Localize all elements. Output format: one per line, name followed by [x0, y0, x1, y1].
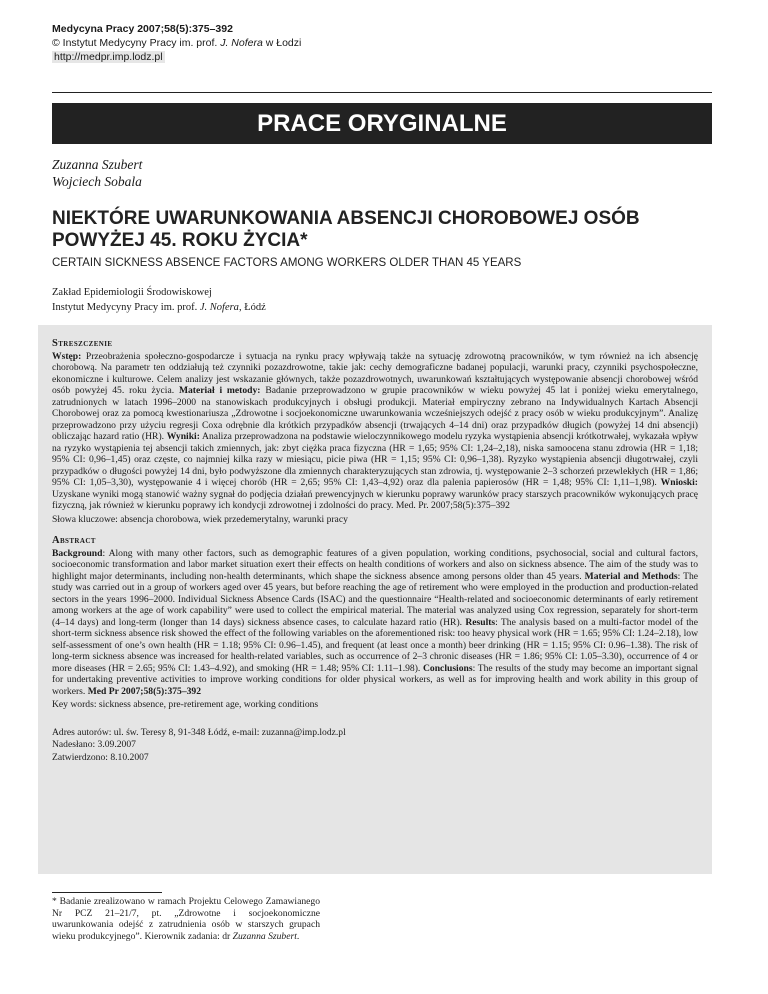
streszczenie-text: Wstęp: Przeobrażenia społeczno-gospodarcze i sytuacja na rynku pracy wpływają także na sytuację zdrowotną pracowników, w tym również na ich absencję chorobową. Na parametr ten oddziałują też czynniki pozazdrowotne, takie jak: cechy demograficzne badanej populacji, warunki pracy, czynniki psychospołeczne, ekonomiczne i kulturowe. Celem analizy jest wskazanie głównych, także pozazdrowotnych, uwarunkowań kształtujących występowanie absencji chorobowej wśród osób powyżej 45. roku życia. Materiał i metody: Badanie przeprowadzono w grupie pracowników w wieku powyżej 45 lat i poniżej wieku emerytalnego, zatrudnionych w latach 1996–2000 na stanowiskach produkcyjnych i obsługi produkcji. Materiał empiryczny zebrano na Indywidualnych Kartach Absencji Chorobowej oraz za pomocą kwestionariusza „Zdrowotne i socjoekonomiczne uwarunkowania wcześniejszych odejść z pracy osób w wieku produkcyjnym”. Analizę przeprowadzono przy użyciu regresji Coxa odrębnie dla krótkich przypadków absencji (trwających 4–14 dni) oraz przypadków długich (powyżej 14 dni absencji) obliczając hazard ratio (HR). Wyniki: Analiza przeprowadzona na podstawie wieloczynnikowego modelu ryzyka wystąpienia absencji krótkotrwałej, wykazała wpływ na ryzyko wystąpienia tej absencji takich zmiennych, jak: zbyt ciężka praca fizyczna (HR = 1,65; 95% CI: 1,24–2,18), niska samoocena stanu zdrowia (HR = 1,18; 95% CI: 0,96–1,45) oraz częste, co najmniej kilka razy w miesiącu, picie piwa (HR = 1,15; 95% CI: 0,96–1,38). Ryzyko wystąpienia absencji długotrwałej, czyli przypadków o długości powyżej 14 dni, było podwyższone dla zmiennych charakteryzujących stan zdrowia, tj. występowanie 2–3 schorzeń przewlekłych (HR = 1,86; 95% CI: 1,05–3,30), występowanie 4 i więcej chorób (HR = 2,65; 95% CI: 1,43–4,92) oraz dla palenia papierosów (HR = 1,48; 95% CI: 1,11–1,98). Wnioski: Uzyskane wyniki mogą stanowić ważny sygnał do podjęcia działań prewencyjnych w kierunku poprawy warunków pracy starszych pracowników wykonujących pracę fizyczną, jak również w kierunku poprawy ich kondycji zdrowotnej i zdolności do pracy. Med. Pr. 2007;58(5):375–392 [52, 350, 698, 511]
key-words: Key words: sickness absence, pre-retirement age, working conditions [52, 699, 319, 710]
affiliation: Zakład Epidemiologii Środowiskowej Instytut Medycyny Pracy im. prof. J. Nofera, Łódź [52, 287, 266, 313]
contact-info [52, 727, 698, 765]
footnote-rule [52, 892, 162, 893]
header-rule [52, 92, 712, 93]
accepted-date: Zatwierdzono: 8.10.2007 [52, 751, 149, 763]
streszczenie-heading: Streszczenie [52, 338, 113, 349]
abstract-heading: Abstract [52, 535, 96, 546]
author-address: Adres autorów: ul. św. Teresy 8, 91-348 Łódź, e-mail: zuzanna@imp.lodz.pl [52, 726, 346, 738]
journal-citation: Medycyna Pracy 2007;58(5):375–392 [52, 23, 233, 35]
footnote: * Badanie zrealizowano w ramach Projektu Celowego Zamawianego Nr PCZ 21–21/7, pt. „Zdrowotne i socjoekonomiczne uwarunkowania odejść z zatrudnienia osób w starszych grupach wieku produkcyjnego”. Kierownik zadania: dr Zuzanna Szubert. [52, 896, 320, 942]
author-list [52, 156, 142, 190]
article-title-polish: NIEKTÓRE UWARUNKOWANIA ABSENCJI CHOROBOWEJ OSÓB POWYŻEJ 45. ROKU ŻYCIA* [52, 208, 640, 251]
author-name: Zuzanna Szubert [52, 157, 143, 172]
abstract-box [38, 325, 712, 874]
section-banner: PRACE ORYGINALNE [52, 103, 712, 144]
abstract-text: Background: Along with many other factors, such as demographic features of a given population, working conditions, psychosocial, social and cultural factors, socioeconomic transformation and labor market situation exert their effects on health conditions of workers and also on sickness absence. The aim of the study was to highlight major determinants, including non-health determinants, which shape the sickness absence among persons older than 45 years. Material and Methods: The study was carried out in a group of workers aged over 45 years, but before reaching the age of retirement who were employed in the production and production-related sectors in the years 1996–2000. Individual Sickness Absence Cards (ISAC) and the questionnaire “Health-related and socioeconomic determinants of early retirement among workers at the age of work capability” were used to collect the empirical material. The material was analyzed using Cox regression, separately for short-term (4–14 days) and long-term (longer than 14 days) sickness absence cases, to calculate hazard ratio (HR). Results: The analysis based on a multi-factor model of the short-term sickness absence risk showed the effect of the following variables on the aforementioned risk: too heavy physical work (HR = 1.65; 95% CI: 1.24–2.18), low self-assessment of one’s own health (HR = 1.18; 95% CI: 0.96–1.45), and frequent (at least once a month) beer drinking (HR = 1.15; 95% CI: 0.96–1.38). The risk of long-term sickness absence was increased for health-related variables, such as occurrence of 2–3 chronic diseases (HR = 1.86; 95% CI: 1.05–3.30), occurrence of 4 or more diseases (HR = 2.65; 95% CI: 1.43–4.92), and smoking (HR = 1.48; 95% CI: 1.11–1.98). Conclusions: The results of the study may become an important signal for undertaking preventive activities to improve working conditions for older physical workers, as well as for improving health and work ability in this group of workers. Med Pr 2007;58(5):375–392 [52, 547, 698, 697]
journal-copyright: © Instytut Medycyny Pracy im. prof. J. Nofera w Łodzi [52, 37, 302, 49]
journal-header [52, 22, 301, 64]
received-date: Nadesłano: 3.09.2007 [52, 739, 136, 750]
author-name: Wojciech Sobala [52, 174, 142, 189]
journal-url[interactable]: http://medpr.imp.lodz.pl [54, 51, 163, 63]
article-title-english: CERTAIN SICKNESS ABSENCE FACTORS AMONG WORKERS OLDER THAN 45 YEARS [52, 257, 522, 269]
slowa-kluczowe: Słowa kluczowe: absencja chorobowa, wiek przedemerytalny, warunki pracy [52, 513, 348, 525]
